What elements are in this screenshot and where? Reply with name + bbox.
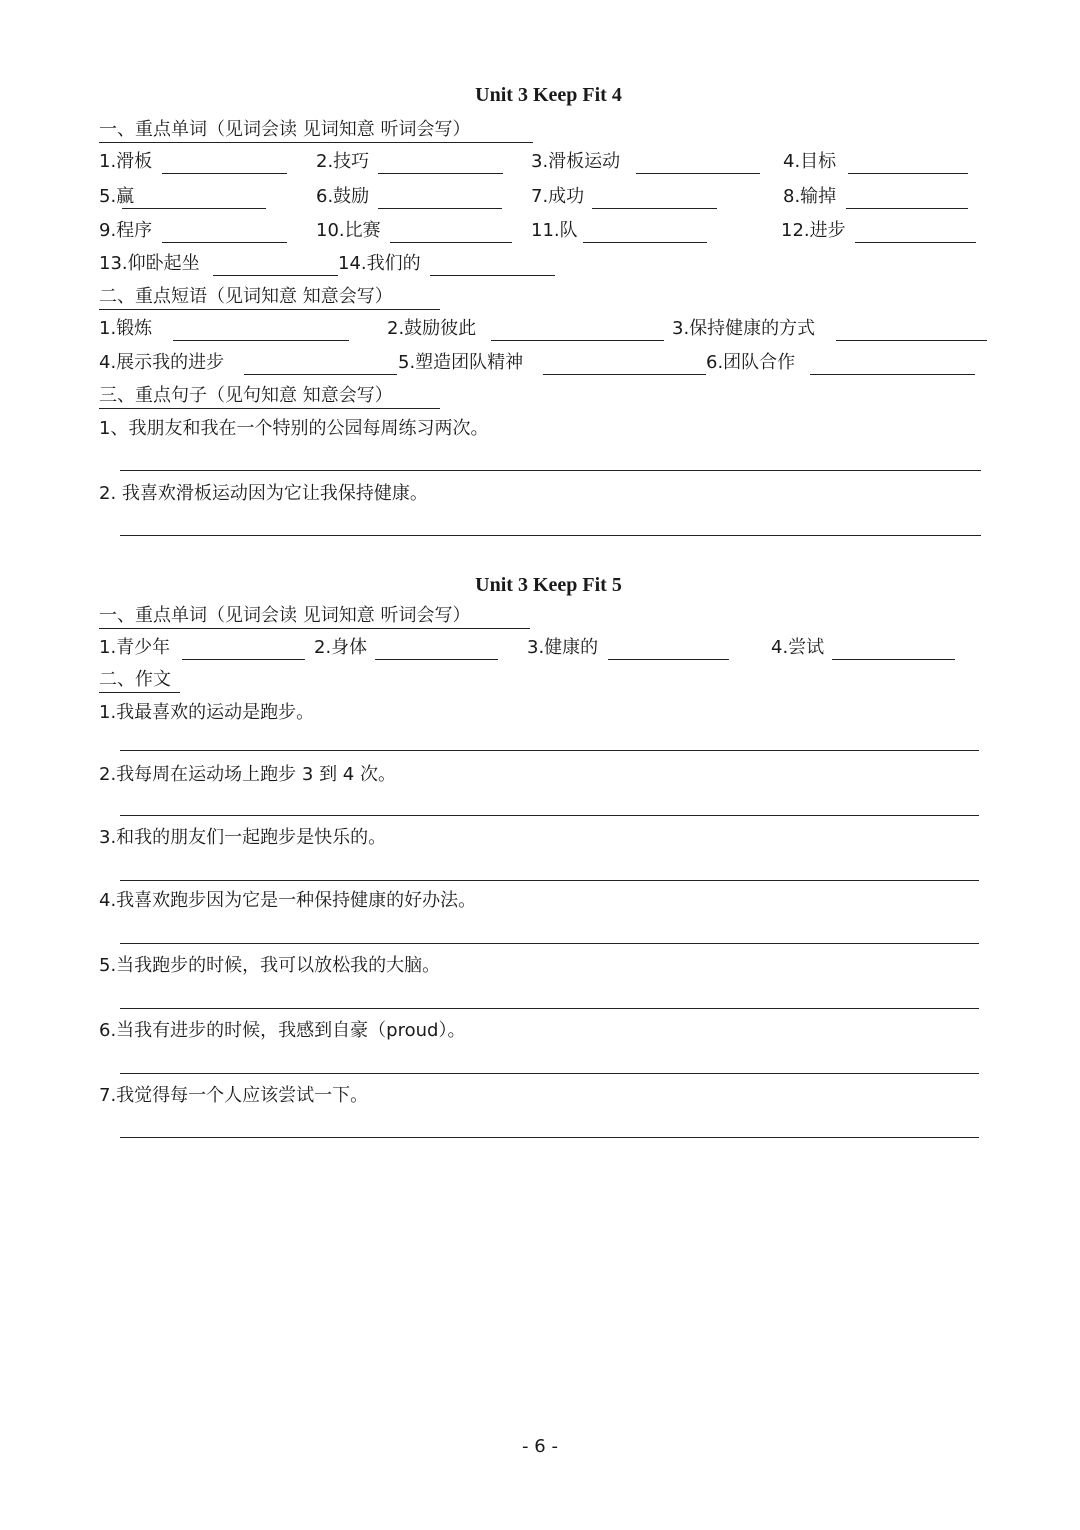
vocab-answer-blank[interactable] [375, 659, 498, 660]
vocab-answer-blank[interactable] [390, 242, 512, 243]
composition-prompt: 2.我每周在运动场上跑步 3 到 4 次。 [99, 764, 396, 785]
phrase-answer-blank[interactable] [810, 374, 975, 375]
section-heading-key-words-5: 一、重点单词（见词会读 见词知意 听词会写） [99, 604, 530, 629]
composition-answer-line[interactable] [120, 1008, 979, 1009]
vocab-answer-blank[interactable] [855, 242, 976, 243]
sentence-answer-line[interactable] [120, 470, 981, 471]
vocab-answer-blank[interactable] [162, 242, 287, 243]
vocab-prompt: 13.仰卧起坐 [99, 253, 200, 274]
vocab-prompt: 2.身体 [314, 637, 368, 658]
vocab-answer-blank[interactable] [608, 659, 729, 660]
composition-prompt: 1.我最喜欢的运动是跑步。 [99, 702, 315, 723]
section-heading-composition: 二、作文 [99, 668, 180, 693]
vocab-answer-blank[interactable] [832, 659, 955, 660]
phrase-prompt: 4.展示我的进步 [99, 352, 225, 373]
section-heading-key-phrases: 二、重点短语（见词知意 知意会写） [99, 285, 440, 310]
composition-prompt: 5.当我跑步的时候，我可以放松我的大脑。 [99, 955, 441, 976]
vocab-prompt: 6.鼓励 [316, 186, 370, 207]
page-number: - 6 - [522, 1436, 558, 1457]
vocab-answer-blank[interactable] [848, 173, 968, 174]
composition-answer-line[interactable] [120, 815, 979, 816]
composition-prompt: 3.和我的朋友们一起跑步是快乐的。 [99, 827, 387, 848]
vocab-prompt: 14.我们的 [338, 253, 421, 274]
composition-answer-line[interactable] [120, 750, 979, 751]
vocab-prompt: 10.比赛 [316, 220, 381, 241]
vocab-prompt: 4.目标 [783, 151, 837, 172]
phrase-prompt: 1.锻炼 [99, 318, 153, 339]
composition-prompt: 6.当我有进步的时候，我感到自豪（proud）。 [99, 1020, 466, 1041]
vocab-answer-blank[interactable] [583, 242, 707, 243]
composition-answer-line[interactable] [120, 1137, 979, 1138]
composition-answer-line[interactable] [120, 880, 979, 881]
vocab-answer-blank[interactable] [213, 275, 338, 276]
vocab-answer-blank[interactable] [592, 208, 717, 209]
vocab-prompt: 3.滑板运动 [531, 151, 621, 172]
unit-title-5: Unit 3 Keep Fit 5 [475, 574, 622, 596]
vocab-answer-blank[interactable] [162, 173, 287, 174]
sentence-prompt: 1、我朋友和我在一个特别的公园每周练习两次。 [99, 418, 489, 439]
vocab-prompt: 1.滑板 [99, 151, 153, 172]
composition-answer-line[interactable] [120, 1073, 979, 1074]
vocab-answer-blank[interactable] [846, 208, 968, 209]
phrase-prompt: 3.保持健康的方式 [672, 318, 816, 339]
phrase-answer-blank[interactable] [836, 340, 987, 341]
section-heading-key-words: 一、重点单词（见词会读 见词知意 听词会写） [99, 118, 533, 143]
vocab-prompt: 9.程序 [99, 220, 153, 241]
vocab-prompt: 11.队 [531, 220, 578, 241]
phrase-answer-blank[interactable] [543, 374, 706, 375]
vocab-prompt: 12.进步 [781, 220, 846, 241]
phrase-prompt: 2.鼓励彼此 [387, 318, 477, 339]
composition-prompt: 4.我喜欢跑步因为它是一种保持健康的好办法。 [99, 890, 477, 911]
sentence-prompt: 2. 我喜欢滑板运动因为它让我保持健康。 [99, 483, 428, 504]
unit-title-4: Unit 3 Keep Fit 4 [475, 84, 622, 106]
vocab-prompt: 7.成功 [531, 186, 585, 207]
vocab-answer-blank[interactable] [430, 275, 555, 276]
phrase-answer-blank[interactable] [244, 374, 397, 375]
vocab-prompt: 1.青少年 [99, 637, 171, 658]
vocab-answer-blank[interactable] [122, 208, 266, 209]
vocab-prompt: 8.输掉 [783, 186, 837, 207]
vocab-prompt: 4.尝试 [771, 637, 825, 658]
vocab-answer-blank[interactable] [378, 173, 503, 174]
vocab-prompt: 5.赢 [99, 186, 135, 207]
vocab-answer-blank[interactable] [182, 659, 305, 660]
composition-answer-line[interactable] [120, 943, 979, 944]
phrase-answer-blank[interactable] [491, 340, 664, 341]
composition-prompt: 7.我觉得每一个人应该尝试一下。 [99, 1085, 369, 1106]
sentence-answer-line[interactable] [120, 535, 981, 536]
phrase-answer-blank[interactable] [173, 340, 349, 341]
vocab-answer-blank[interactable] [378, 208, 502, 209]
phrase-prompt: 5.塑造团队精神 [398, 352, 524, 373]
section-heading-key-sentences: 三、重点句子（见句知意 知意会写） [99, 384, 440, 409]
vocab-prompt: 2.技巧 [316, 151, 370, 172]
vocab-prompt: 3.健康的 [527, 637, 599, 658]
phrase-prompt: 6.团队合作 [706, 352, 796, 373]
vocab-answer-blank[interactable] [636, 173, 760, 174]
